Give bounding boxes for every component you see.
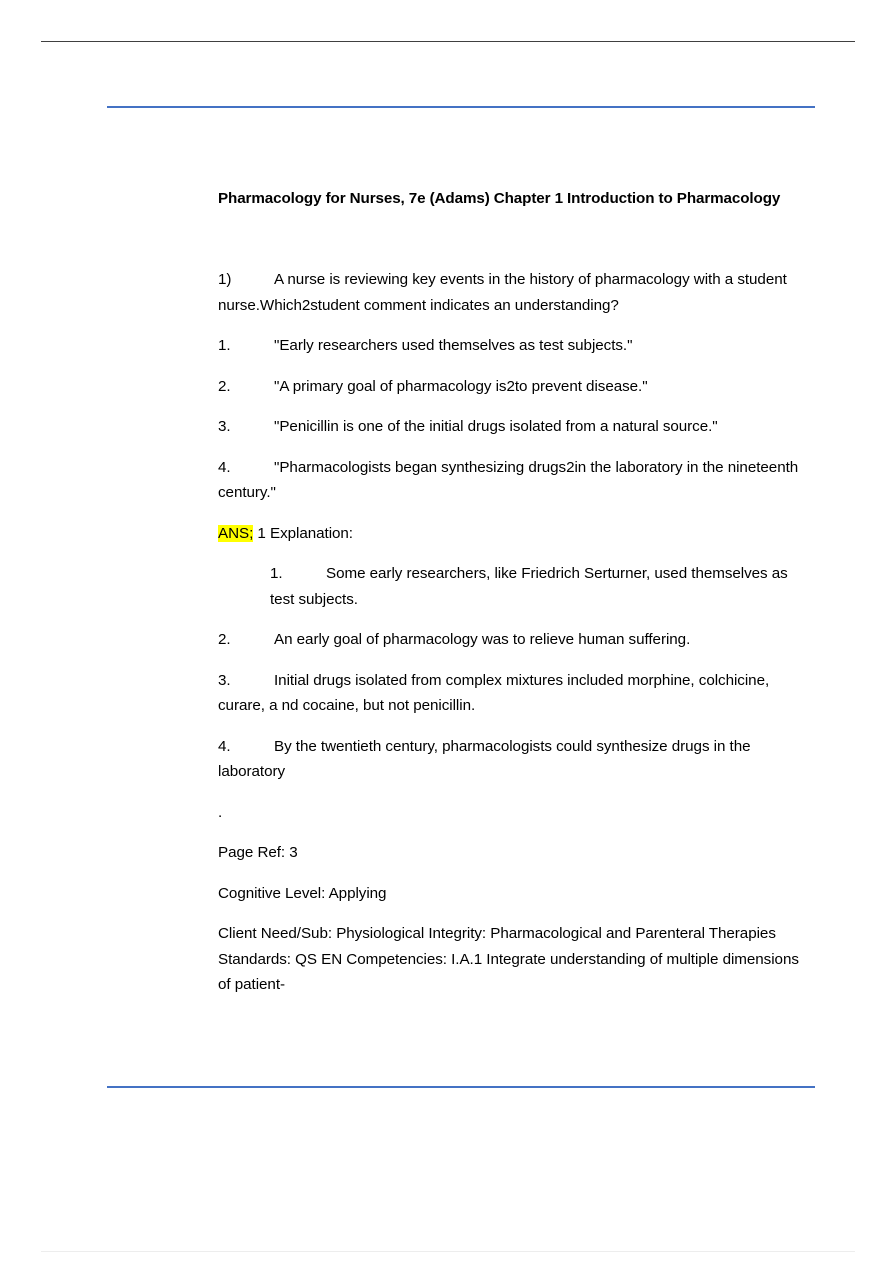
option-3 — [218, 414, 808, 440]
spacer — [218, 719, 808, 734]
explanation-item-3 — [218, 668, 808, 719]
spacer-after-heading — [218, 211, 808, 267]
explanation-4-text: By the twentieth century, pharmacologists could synthesize drugs in the laboratory — [218, 737, 751, 780]
spacer — [218, 440, 808, 455]
option-1 — [218, 333, 808, 359]
spacer — [218, 318, 808, 333]
spacer — [218, 825, 808, 840]
spacer — [218, 906, 808, 921]
explanation-item-1 — [270, 561, 808, 612]
document-content — [218, 186, 808, 998]
top-gray-divider — [41, 41, 855, 42]
option-2-text: "A primary goal of pharmacology is2to prevent disease." — [274, 377, 648, 395]
spacer — [218, 546, 808, 561]
explanation-4-marker: 4. — [218, 737, 231, 755]
option-1-marker: 1. — [218, 337, 231, 354]
page-title: Pharmacology for Nurses, 7e (Adams) Chapter 1 Introduction to Pharmacology — [218, 190, 781, 207]
spacer — [218, 653, 808, 668]
metadata-client-need: Client Need/Sub: Physiological Integrity: Pharmacological and Parenteral Therapies Standards: QS EN Competencies: I.A.1 Integrate understanding of multiple dimensions of patient- — [218, 925, 799, 993]
metadata-cognitive-level: Cognitive Level: Applying — [218, 884, 387, 902]
question-text: A nurse is reviewing key events in the history of pharmacology with a student nurse.Which2student comment indicates an understanding? — [218, 271, 787, 314]
option-4 — [218, 455, 808, 506]
explanation-2-text: An early goal of pharmacology was to relieve human suffering. — [274, 631, 691, 648]
option-4-text: "Pharmacologists began synthesizing drugs2in the laboratory in the nineteenth century." — [218, 458, 799, 501]
answer-line — [218, 521, 808, 547]
bottom-gray-divider — [41, 1251, 855, 1252]
explanation-item-4 — [218, 734, 808, 785]
top-blue-divider — [107, 106, 815, 108]
option-1-text: "Early researchers used themselves as test subjects." — [274, 337, 633, 354]
answer-label-highlighted: ANS; — [218, 524, 254, 542]
question-number: 1) — [218, 271, 232, 288]
spacer — [218, 359, 808, 374]
option-3-text: "Penicillin is one of the initial drugs isolated from a natural source." — [274, 418, 718, 435]
option-4-marker: 4. — [218, 458, 231, 476]
metadata-page-ref: Page Ref: 3 — [218, 844, 298, 861]
trailing-period: . — [218, 803, 223, 821]
option-3-marker: 3. — [218, 418, 231, 435]
explanation-2-marker: 2. — [218, 631, 231, 648]
explanation-1-text: Some early researchers, like Friedrich Serturner, used themselves as test subjects. — [270, 565, 788, 608]
explanation-3-marker: 3. — [218, 671, 231, 689]
explanation-3-text: Initial drugs isolated from complex mixtures included morphine, colchicine, curare, a nd cocaine, but not penicillin. — [218, 671, 770, 714]
spacer — [218, 399, 808, 414]
spacer — [218, 785, 808, 800]
spacer — [218, 506, 808, 521]
spacer — [218, 612, 808, 627]
option-2 — [218, 374, 808, 400]
question-paragraph — [218, 267, 808, 318]
spacer — [218, 866, 808, 881]
answer-value: 1 Explanation: — [253, 524, 353, 542]
option-2-marker: 2. — [218, 377, 231, 395]
explanation-1-marker: 1. — [270, 565, 283, 582]
explanation-item-2 — [218, 627, 808, 653]
bottom-blue-divider — [107, 1086, 815, 1088]
